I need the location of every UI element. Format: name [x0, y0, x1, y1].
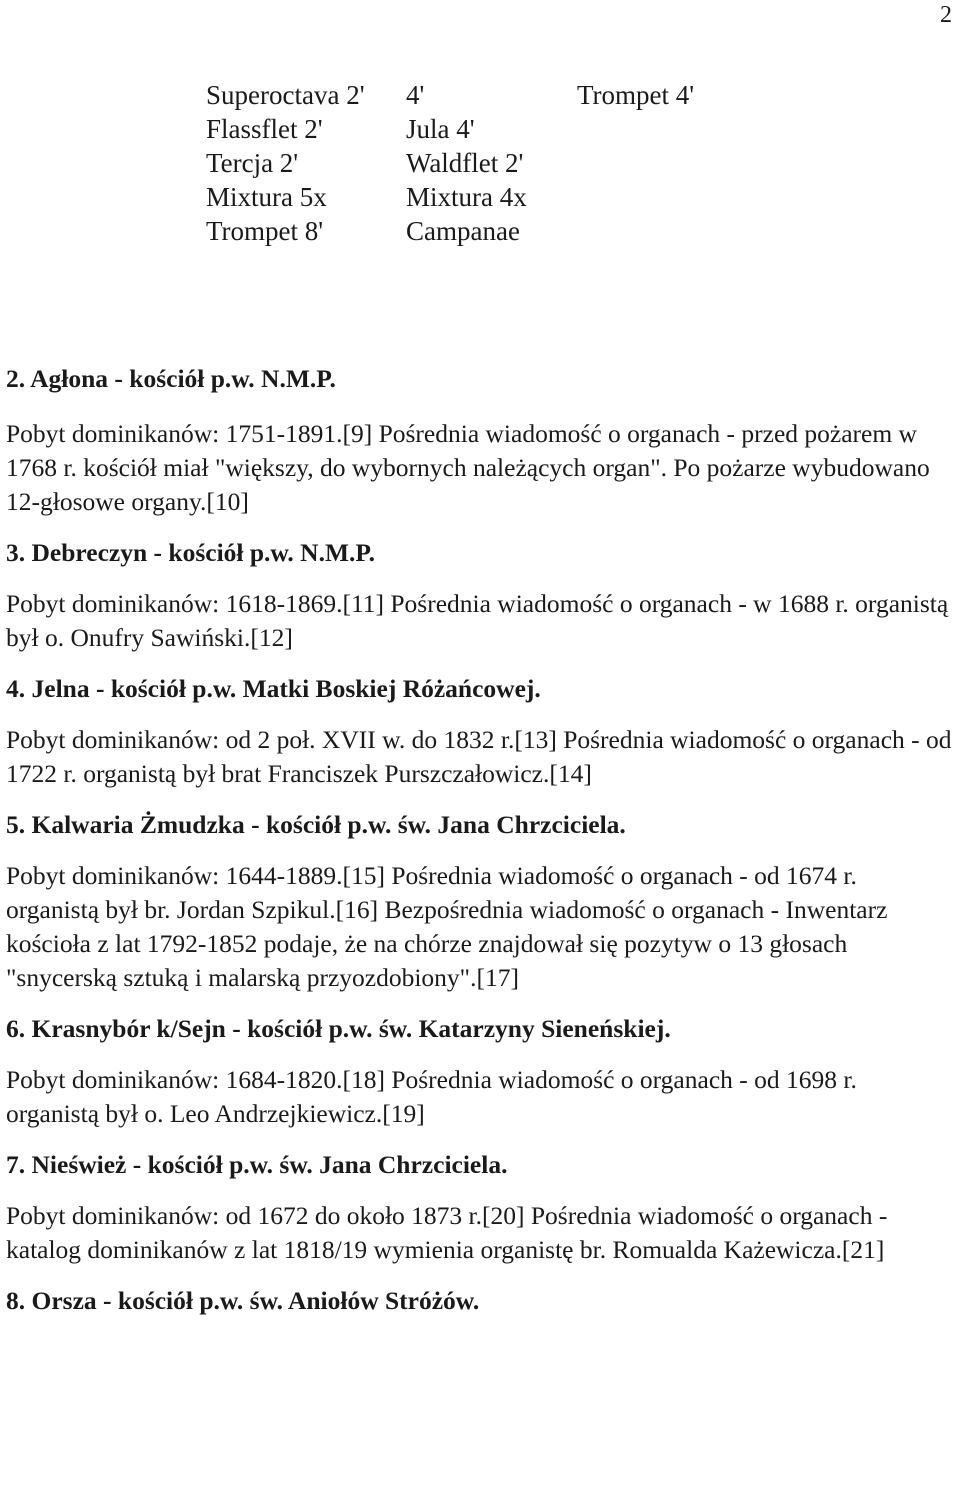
stop-name: Waldflet 2' — [406, 148, 524, 178]
section-heading: 8. Orsza - kościół p.w. św. Aniołów Stróżów. — [6, 1286, 480, 1315]
stop-name: Trompet 8' — [206, 216, 324, 246]
document-body — [6, 362, 956, 1318]
stop-name: Superoctava 2' — [206, 80, 365, 110]
section-heading: 3. Debreczyn - kościół p.w. N.M.P. — [6, 538, 376, 567]
section-heading: 6. Krasnybór k/Sejn - kościół p.w. św. Katarzyny Sieneńskiej. — [6, 1014, 671, 1043]
section-paragraph: Pobyt dominikanów: 1751-1891.[9] Pośrednia wiadomość o organach - przed pożarem w 1768 r. kościół miał "większy, do wybornych należących organ". Po pożarze wybudowano 12-głosowe organy.[10] — [6, 419, 930, 516]
stop-name: Flassflet 2' — [206, 114, 323, 144]
section-heading: 4. Jelna - kościół p.w. Matki Boskiej Różańcowej. — [6, 674, 541, 703]
section-paragraph: Pobyt dominikanów: 1618-1869.[11] Pośrednia wiadomość o organach - w 1688 r. organistą był o. Onufry Sawiński.[12] — [6, 589, 949, 652]
stop-name: Mixtura 5x — [206, 182, 327, 212]
stop-name: Campanae — [406, 216, 520, 246]
stop-name: Tercja 2' — [206, 148, 299, 178]
page-number: 2 — [940, 2, 952, 28]
section-heading: 7. Nieśwież - kościół p.w. św. Jana Chrzciciela. — [6, 1150, 508, 1179]
stop-name: 4' — [406, 80, 425, 110]
section-heading: 2. Agłona - kościół p.w. N.M.P. — [6, 364, 336, 393]
section-paragraph: Pobyt dominikanów: 1684-1820.[18] Pośrednia wiadomość o organach - od 1698 r. organistą był o. Leo Andrzejkiewicz.[19] — [6, 1065, 857, 1128]
stop-name: Jula 4' — [406, 114, 475, 144]
stop-name: Mixtura 4x — [406, 182, 527, 212]
stop-name: Trompet 4' — [577, 80, 695, 110]
section-heading: 5. Kalwaria Żmudzka - kościół p.w. św. Jana Chrzciciela. — [6, 810, 626, 839]
section-paragraph: Pobyt dominikanów: od 1672 do około 1873 r.[20] Pośrednia wiadomość o organach - katalog dominikanów z lat 1818/19 wymienia organistę br. Romualda Każewicza.[21] — [6, 1201, 888, 1264]
section-paragraph: Pobyt dominikanów: 1644-1889.[15] Pośrednia wiadomość o organach - od 1674 r. organistą był br. Jordan Szpikul.[16] Bezpośrednia wiadomość o organach - Inwentarz kościoła z lat 1792-1852 podaje, że na chórze znajdował się pozytyw o 13 głosach "snycerską sztuką i malarską przyozdobiony".[17] — [6, 861, 888, 992]
section-paragraph: Pobyt dominikanów: od 2 poł. XVII w. do 1832 r.[13] Pośrednia wiadomość o organach - od 1722 r. organistą był brat Franciszek Purszczałowicz.[14] — [6, 725, 952, 788]
